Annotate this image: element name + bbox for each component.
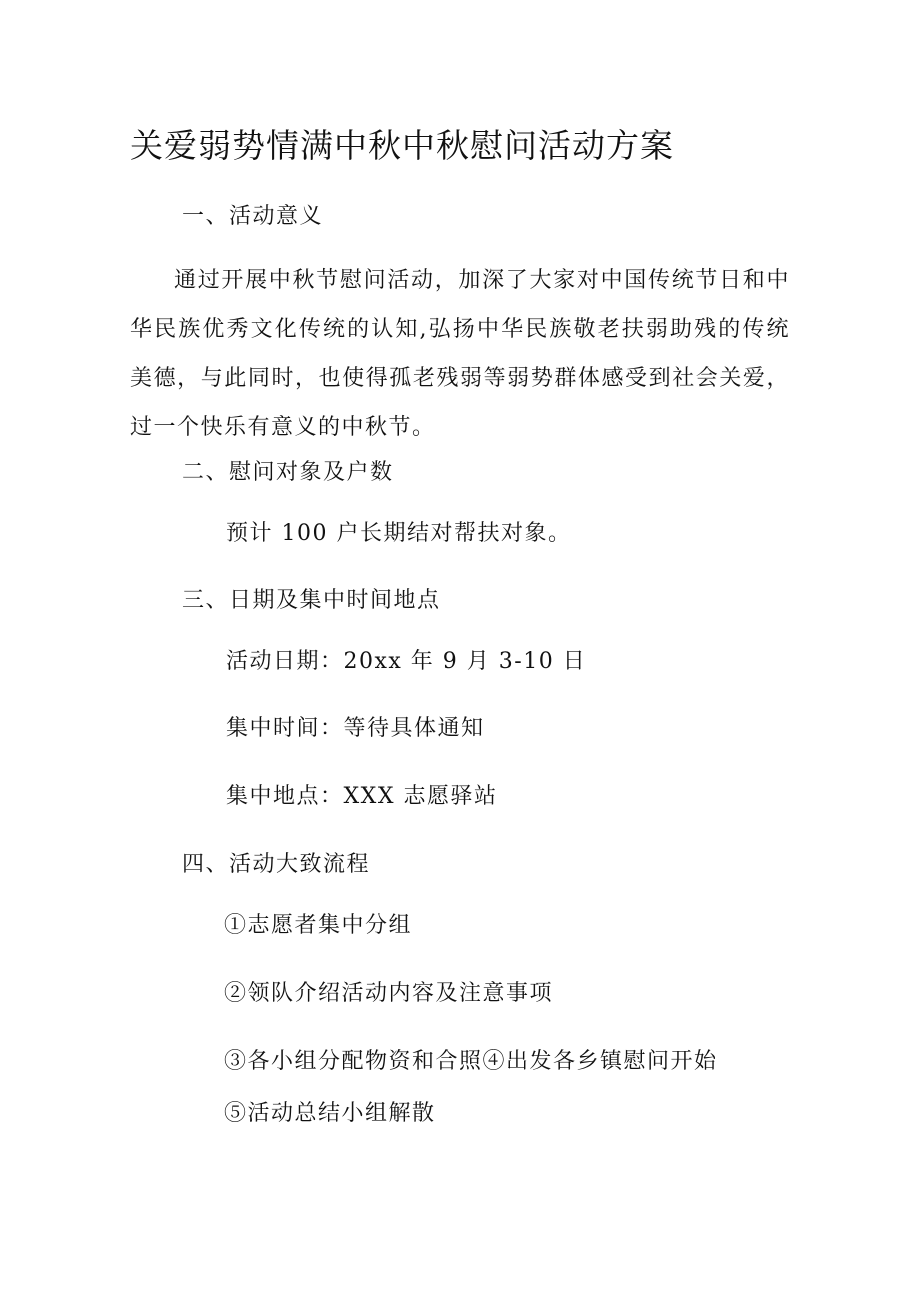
- section-heading-recipients: 二、慰问对象及户数: [182, 460, 394, 485]
- gathering-place-line: 集中地点：XXX 志愿驿站: [226, 784, 498, 809]
- document-title: 关爱弱势情满中秋中秋慰问活动方案: [130, 126, 674, 165]
- activity-date-line: 活动日期：20xx 年 9 月 3-10 日: [226, 649, 587, 674]
- section-heading-process: 四、活动大致流程: [182, 852, 371, 877]
- process-step: ⑤活动总结小组解散: [224, 1101, 436, 1126]
- section-heading-meaning: 一、活动意义: [182, 204, 324, 229]
- recipients-text: 预计 100 户长期结对帮扶对象。: [226, 521, 572, 546]
- gathering-time-line: 集中时间：等待具体通知: [226, 716, 485, 741]
- process-step: ②领队介绍活动内容及注意事项: [224, 981, 554, 1006]
- process-step: ③各小组分配物资和合照④出发各乡镇慰问开始: [224, 1049, 718, 1074]
- meaning-paragraph: 通过开展中秋节慰问活动，加深了大家对中国传统节日和中华民族优秀文化传统的认知,弘扬中华民族敬老扶弱助残的传统美德，与此同时，也使得孤老残弱等弱势群体感受到社会关爱，过一个快乐有意义的中秋节。: [130, 268, 790, 440]
- section-heading-schedule: 三、日期及集中时间地点: [182, 588, 441, 613]
- process-step: ①志愿者集中分组: [224, 913, 413, 938]
